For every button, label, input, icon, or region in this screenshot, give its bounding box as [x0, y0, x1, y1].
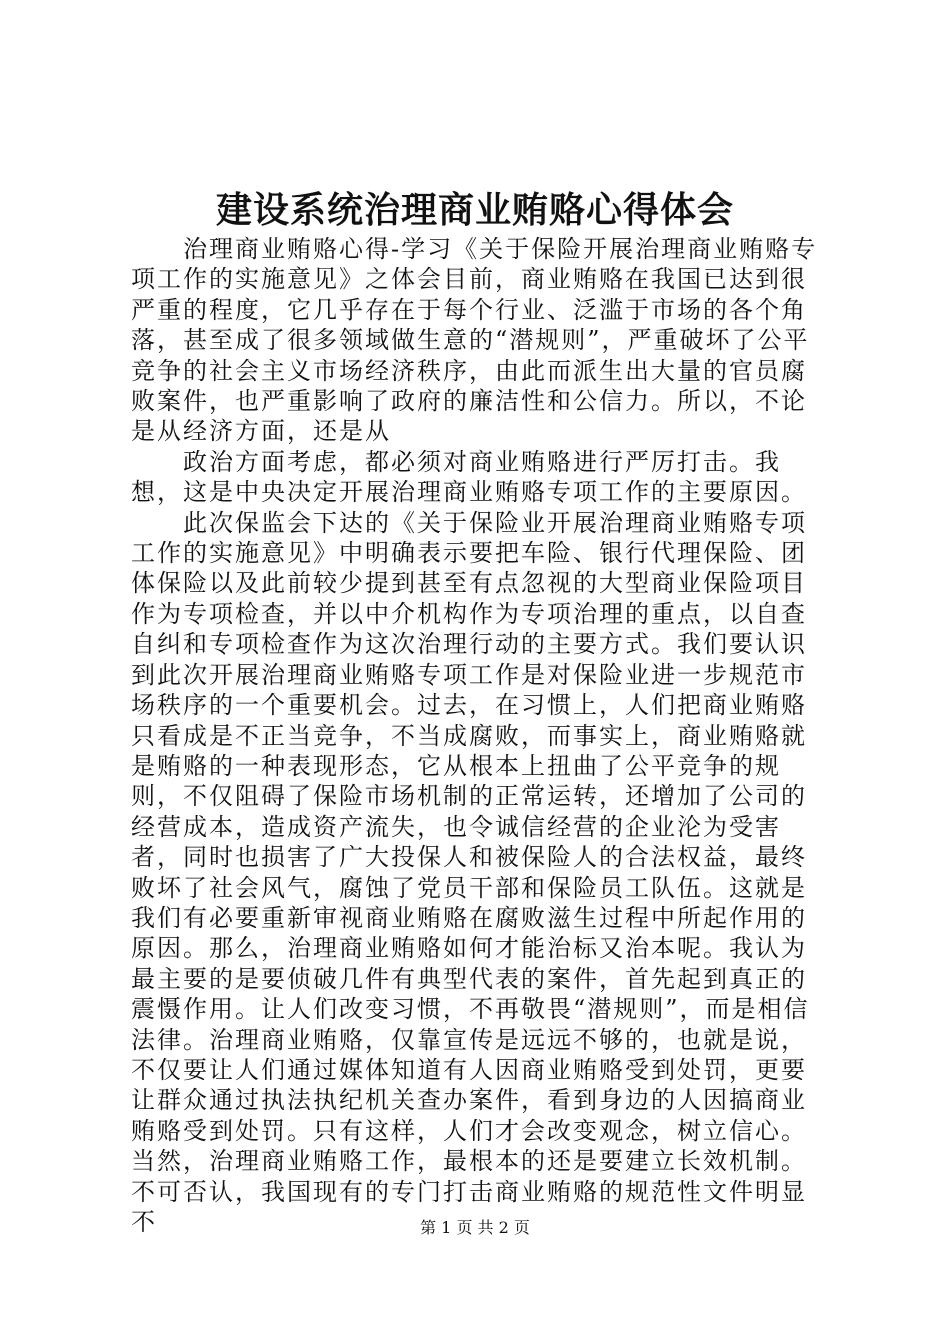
document-body	[131, 234, 831, 1237]
paragraph-1: 治理商业贿赂心得-学习《关于保险开展治理商业贿赂专项工作的实施意见》之体会目前，商业贿赂在我国已达到很严重的程度，它几乎存在于每个行业、泛滥于市场的各个角落，甚至成了很多领域做生意的“潜规则”，严重破坏了公平竞争的社会主义市场经济秩序，由此而派生出大量的官员腐败案件，也严重影响了政府的廉洁性和公信力。所以，不论是从经济方面，还是从	[131, 235, 818, 446]
paragraph-3: 此次保监会下达的《关于保险业开展治理商业贿赂专项工作的实施意见》中明确表示要把车险、银行代理保险、团体保险以及此前较少提到甚至有点忽视的大型商业保险项目作为专项检查，并以中介机构作为专项治理的重点，以自查自纠和专项检查作为这次治理行动的主要方式。我们要认识到此次开展治理商业贿赂专项工作是对保险业进一步规范市场秩序的一个重要机会。过去，在习惯上，人们把商业贿赂只看成是不正当竞争，不当成腐败，而事实上，商业贿赂就是贿赂的一种表现形态，它从根本上扭曲了公平竞争的规则，不仅阻碍了保险市场机制的正常运转，还增加了公司的经营成本，造成资产流失，也令诚信经营的企业沦为受害者，同时也损害了广大投保人和被保险人的合法权益，最终败坏了社会风气，腐蚀了党员干部和保险员工队伍。这就是我们有必要重新审视商业贿赂在腐败滋生过程中所起作用的原因。那么，治理商业贿赂如何才能治标又治本呢。我认为最主要的是要侦破几件有典型代表的案件，首先起到真正的震慑作用。让人们改变习惯，不再敬畏“潜规则”，而是相信法律。治理商业贿赂，仅靠宣传是远远不够的，也就是说，不仅要让人们通过媒体知道有人因商业贿赂受到处罚，更要让群众通过执法执纪机关查办案件，看到身边的人因搞商业贿赂受到处罚。只有这样，人们才会改变观念，树立信心。当然，治理商业贿赂工作，最根本的还是要建立长效机制。不可否认，我国现有的专门打击商业贿赂的规范性文件明显不	[131, 508, 810, 1236]
document-title: 建设系统治理商业贿赂心得体会	[215, 189, 734, 231]
page-number-footer: 第 1 页 共 2 页	[420, 1218, 530, 1237]
paragraph-2: 政治方面考虑，都必须对商业贿赂进行严厉打击。我想，这是中央决定开展治理商业贿赂专项工作的主要原因。	[131, 447, 807, 507]
